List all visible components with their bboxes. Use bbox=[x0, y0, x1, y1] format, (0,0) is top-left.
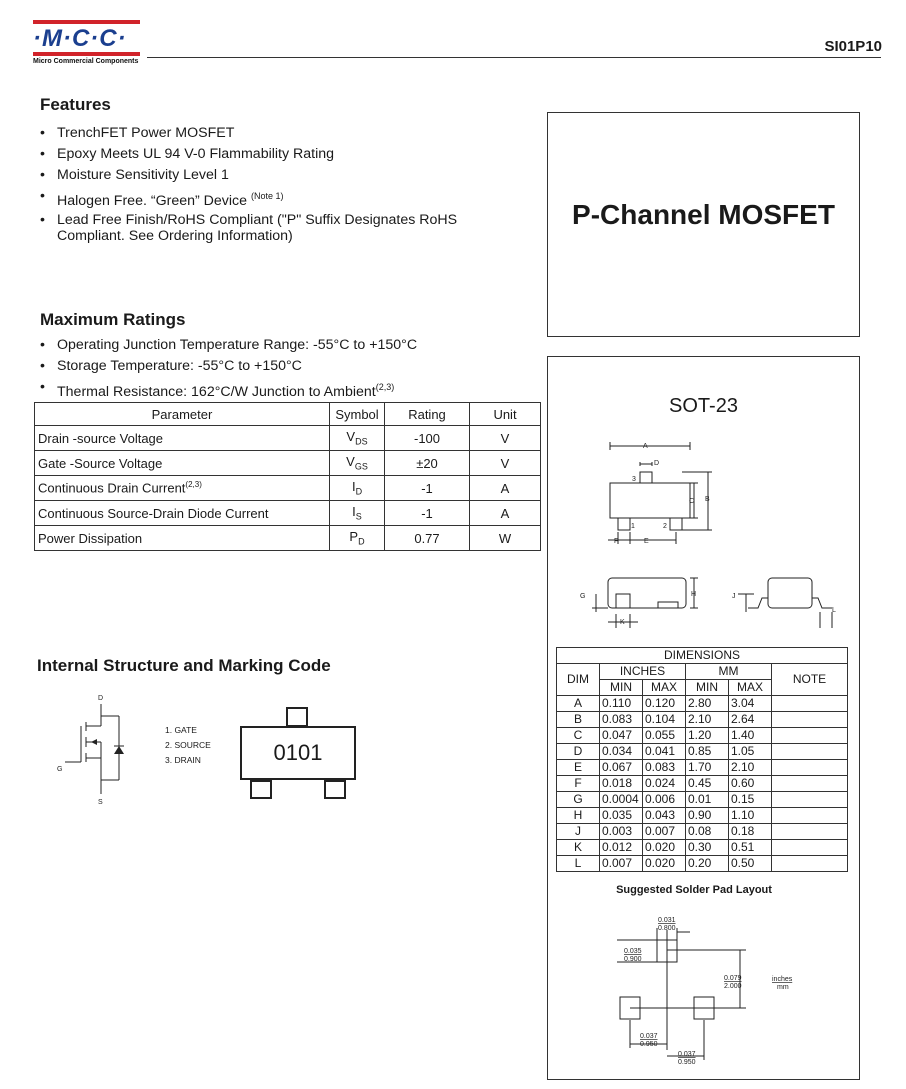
pad-dim-inch: 0.037 bbox=[640, 1033, 658, 1040]
unit-cell: W bbox=[470, 526, 541, 551]
table-row bbox=[557, 712, 848, 728]
mcc-logo bbox=[33, 20, 143, 68]
header-inches: INCHES bbox=[600, 664, 686, 680]
note-cell bbox=[772, 744, 848, 760]
mm-min-cell: 0.30 bbox=[686, 840, 729, 856]
note-reference: (2,3) bbox=[375, 382, 395, 392]
mm-min-cell: 0.01 bbox=[686, 792, 729, 808]
mm-min-cell: 2.10 bbox=[686, 712, 729, 728]
note-cell bbox=[772, 792, 848, 808]
mm-max-cell: 1.05 bbox=[729, 744, 772, 760]
part-number: SI01P10 bbox=[824, 38, 882, 55]
list-item bbox=[35, 186, 515, 212]
table-row bbox=[35, 451, 541, 476]
unit-cell: V bbox=[470, 451, 541, 476]
dim-cell: L bbox=[557, 856, 600, 872]
list-item bbox=[35, 165, 515, 186]
table-title-row bbox=[557, 648, 848, 664]
dim-label-d: D bbox=[654, 460, 660, 467]
symbol-cell bbox=[330, 501, 385, 526]
dim-label-j: J bbox=[732, 593, 736, 600]
table-row bbox=[557, 840, 848, 856]
inch-max-cell: 0.020 bbox=[643, 856, 686, 872]
mm-min-cell: 2.80 bbox=[686, 696, 729, 712]
symbol-letter: V bbox=[346, 429, 356, 445]
rating-text: Thermal Resistance: 162°C/W Junction to Ambient bbox=[57, 384, 376, 400]
symbol-subscript: DS bbox=[355, 436, 368, 447]
feature-text: Halogen Free. “Green” Device bbox=[57, 193, 248, 209]
list-item bbox=[35, 123, 515, 144]
header-rating: Rating bbox=[385, 403, 470, 426]
dim-cell: C bbox=[557, 728, 600, 744]
drain-pin-label: D bbox=[98, 695, 104, 702]
header-divider bbox=[147, 57, 881, 58]
feature-text: Moisture Sensitivity Level 1 bbox=[57, 167, 229, 183]
package-tab-bottom-right bbox=[324, 780, 346, 799]
table-row bbox=[557, 792, 848, 808]
inch-max-cell: 0.120 bbox=[643, 696, 686, 712]
symbol-letter: I bbox=[352, 504, 356, 520]
symbol-letter: I bbox=[351, 479, 356, 495]
pin-item: 3. DRAIN bbox=[165, 755, 201, 765]
inch-max-cell: 0.024 bbox=[643, 776, 686, 792]
dim-cell: H bbox=[557, 808, 600, 824]
table-row bbox=[557, 856, 848, 872]
dim-label-l: L bbox=[832, 607, 836, 614]
pad-dim-mm: 0.800 bbox=[658, 925, 676, 932]
mm-min-cell: 0.85 bbox=[686, 744, 729, 760]
internal-structure-title: Internal Structure and Marking Code bbox=[37, 656, 331, 675]
mm-max-cell: 2.64 bbox=[729, 712, 772, 728]
table-row bbox=[557, 728, 848, 744]
inch-min-cell: 0.003 bbox=[600, 824, 643, 840]
table-row bbox=[35, 476, 541, 501]
table-header-row bbox=[35, 403, 541, 426]
inch-max-cell: 0.104 bbox=[643, 712, 686, 728]
header-dim: DIM bbox=[557, 664, 600, 696]
dim-label-b: B bbox=[705, 496, 710, 503]
parameter-text: Continuous Drain Current bbox=[38, 480, 186, 496]
inch-min-cell: 0.110 bbox=[600, 696, 643, 712]
table-row bbox=[557, 744, 848, 760]
table-row bbox=[557, 696, 848, 712]
header-note: NOTE bbox=[772, 664, 848, 696]
pad-dim-mm: 0.950 bbox=[678, 1059, 696, 1066]
symbol-cell bbox=[330, 526, 385, 551]
mm-max-cell: 1.10 bbox=[729, 808, 772, 824]
sot23-end-view bbox=[728, 572, 843, 632]
unit-cell: V bbox=[470, 426, 541, 451]
mm-min-cell: 1.70 bbox=[686, 760, 729, 776]
dim-label-h: H bbox=[691, 591, 697, 598]
arrow-mark bbox=[91, 739, 97, 745]
mm-max-cell: 0.51 bbox=[729, 840, 772, 856]
symbol-cell bbox=[330, 476, 385, 501]
dimensions-table bbox=[556, 647, 848, 872]
pin1-label: 1 bbox=[631, 523, 635, 530]
logo-subtitle: Micro Commercial Components bbox=[33, 58, 139, 65]
symbol-letter: V bbox=[346, 454, 355, 470]
note-cell bbox=[772, 808, 848, 824]
max-ratings-list bbox=[35, 335, 535, 403]
dim-label-g: G bbox=[580, 593, 586, 600]
source-pin-label: S bbox=[98, 799, 103, 806]
note-cell bbox=[772, 760, 848, 776]
inch-min-cell: 0.035 bbox=[600, 808, 643, 824]
pad-dim-inch: 0.031 bbox=[658, 917, 676, 924]
units-inches: inches bbox=[772, 976, 793, 983]
sot23-top-view bbox=[588, 438, 718, 550]
pad-dim-inch: 0.035 bbox=[624, 948, 642, 955]
inch-max-cell: 0.007 bbox=[643, 824, 686, 840]
note-cell bbox=[772, 728, 848, 744]
note-cell bbox=[772, 712, 848, 728]
inch-max-cell: 0.041 bbox=[643, 744, 686, 760]
dimensions-body bbox=[557, 696, 848, 872]
inch-min-cell: 0.034 bbox=[600, 744, 643, 760]
mm-max-cell: 3.04 bbox=[729, 696, 772, 712]
list-item bbox=[35, 377, 535, 403]
rating-cell: -1 bbox=[385, 501, 470, 526]
dim-label-e: E bbox=[644, 538, 649, 545]
mm-max-cell: 0.50 bbox=[729, 856, 772, 872]
product-type-box bbox=[547, 112, 860, 337]
solder-pad-title: Suggested Solder Pad Layout bbox=[616, 884, 772, 896]
parameter-cell: Drain -source Voltage bbox=[35, 426, 330, 451]
package-tab-bottom-left bbox=[250, 780, 272, 799]
dim-cell: G bbox=[557, 792, 600, 808]
inch-min-cell: 0.018 bbox=[600, 776, 643, 792]
symbol-subscript: GS bbox=[354, 461, 368, 472]
logo-top-bar bbox=[33, 20, 140, 24]
note-cell bbox=[772, 776, 848, 792]
note-cell bbox=[772, 696, 848, 712]
package-name: SOT-23 bbox=[669, 395, 738, 417]
unit-cell: A bbox=[470, 476, 541, 501]
pad-dim-mm: 0.900 bbox=[624, 956, 642, 963]
feature-text: TrenchFET Power MOSFET bbox=[57, 125, 235, 141]
dim-cell: K bbox=[557, 840, 600, 856]
symbol-subscript: D bbox=[358, 536, 365, 547]
gate-pin-label: G bbox=[57, 766, 63, 773]
inch-min-cell: 0.067 bbox=[600, 760, 643, 776]
dim-cell: D bbox=[557, 744, 600, 760]
rating-cell: ±20 bbox=[385, 451, 470, 476]
pin-item: 2. SOURCE bbox=[165, 740, 211, 750]
table-row bbox=[35, 501, 541, 526]
dim-label-c: C bbox=[689, 498, 695, 505]
mm-max-cell: 1.40 bbox=[729, 728, 772, 744]
pad-dim-inch: 0.079 bbox=[724, 975, 742, 982]
list-item bbox=[35, 144, 515, 165]
symbol-cell bbox=[330, 426, 385, 451]
table-row bbox=[557, 808, 848, 824]
features-list bbox=[35, 123, 515, 244]
header-symbol: Symbol bbox=[330, 403, 385, 426]
mm-max-cell: 0.18 bbox=[729, 824, 772, 840]
logo-text: ·M·C·C· bbox=[33, 25, 127, 52]
mm-max-cell: 0.60 bbox=[729, 776, 772, 792]
dim-label-f: F bbox=[614, 538, 619, 545]
inch-max-cell: 0.020 bbox=[643, 840, 686, 856]
package-tab-top bbox=[286, 707, 308, 727]
inch-max-cell: 0.043 bbox=[643, 808, 686, 824]
diode-mark bbox=[114, 746, 124, 754]
feature-text: Epoxy Meets UL 94 V-0 Flammability Rating bbox=[57, 146, 335, 162]
mosfet-symbol bbox=[55, 690, 135, 810]
list-item bbox=[35, 356, 535, 377]
note-reference: (Note 1) bbox=[251, 191, 284, 201]
rating-text: Storage Temperature: -55°C to +150°C bbox=[57, 358, 302, 374]
table-header-row bbox=[557, 664, 848, 680]
pad-dim-mm: 0.950 bbox=[640, 1041, 658, 1048]
pin3-label: 3 bbox=[632, 476, 636, 483]
pin-list bbox=[165, 723, 211, 768]
note-cell bbox=[772, 840, 848, 856]
note-cell bbox=[772, 856, 848, 872]
mm-min-cell: 0.90 bbox=[686, 808, 729, 824]
max-ratings-title: Maximum Ratings bbox=[40, 310, 186, 329]
note-cell bbox=[772, 824, 848, 840]
rating-cell: -100 bbox=[385, 426, 470, 451]
pin-item: 1. GATE bbox=[165, 725, 197, 735]
pin2-label: 2 bbox=[663, 523, 667, 530]
pad-dim-inch: 0.037 bbox=[678, 1051, 696, 1058]
dim-cell: A bbox=[557, 696, 600, 712]
dimensions-title: DIMENSIONS bbox=[557, 648, 848, 664]
rating-text: Operating Junction Temperature Range: -55°C to +150°C bbox=[57, 337, 418, 353]
inch-max-cell: 0.006 bbox=[643, 792, 686, 808]
dim-label-a: A bbox=[643, 443, 648, 450]
inch-min-cell: 0.083 bbox=[600, 712, 643, 728]
header-min: MIN bbox=[686, 680, 729, 696]
rating-cell: 0.77 bbox=[385, 526, 470, 551]
parameter-cell: Continuous Source-Drain Diode Current bbox=[35, 501, 330, 526]
parameter-cell bbox=[35, 476, 330, 501]
table-row bbox=[35, 426, 541, 451]
symbol-letter: P bbox=[349, 529, 359, 545]
inch-min-cell: 0.0004 bbox=[600, 792, 643, 808]
header-parameter: Parameter bbox=[35, 403, 330, 426]
mm-max-cell: 2.10 bbox=[729, 760, 772, 776]
parameter-cell: Gate -Source Voltage bbox=[35, 451, 330, 476]
unit-cell: A bbox=[470, 501, 541, 526]
mm-min-cell: 0.20 bbox=[686, 856, 729, 872]
note-reference: (2,3) bbox=[185, 480, 202, 490]
header-max: MAX bbox=[729, 680, 772, 696]
header-max: MAX bbox=[643, 680, 686, 696]
inch-max-cell: 0.055 bbox=[643, 728, 686, 744]
list-item bbox=[35, 335, 535, 356]
dim-label-k: K bbox=[620, 619, 625, 626]
table-row bbox=[35, 526, 541, 551]
units-mm: mm bbox=[777, 984, 789, 991]
header-unit: Unit bbox=[470, 403, 541, 426]
dim-cell: E bbox=[557, 760, 600, 776]
max-ratings-table bbox=[34, 402, 541, 551]
list-item bbox=[35, 212, 515, 244]
symbol-cell bbox=[330, 451, 385, 476]
mm-min-cell: 0.45 bbox=[686, 776, 729, 792]
parameter-cell: Power Dissipation bbox=[35, 526, 330, 551]
table-row bbox=[557, 760, 848, 776]
feature-text: Lead Free Finish/RoHS Compliant ("P" Suffix Designates RoHS bbox=[57, 212, 458, 228]
solder-pad-diagram bbox=[610, 910, 810, 1070]
table-row bbox=[557, 776, 848, 792]
mm-min-cell: 1.20 bbox=[686, 728, 729, 744]
symbol-subscript: S bbox=[355, 511, 362, 522]
inch-min-cell: 0.007 bbox=[600, 856, 643, 872]
mm-max-cell: 0.15 bbox=[729, 792, 772, 808]
dim-cell: J bbox=[557, 824, 600, 840]
mm-min-cell: 0.08 bbox=[686, 824, 729, 840]
header-mm: MM bbox=[686, 664, 772, 680]
dim-cell: F bbox=[557, 776, 600, 792]
inch-min-cell: 0.047 bbox=[600, 728, 643, 744]
features-title: Features bbox=[40, 95, 111, 114]
pad-dim-mm: 2.000 bbox=[724, 983, 742, 990]
marking-code-box bbox=[240, 726, 356, 780]
dim-cell: B bbox=[557, 712, 600, 728]
rating-cell: -1 bbox=[385, 476, 470, 501]
logo-bottom-bar bbox=[33, 52, 140, 56]
marking-code: 0101 bbox=[273, 740, 323, 765]
symbol-subscript: D bbox=[355, 486, 363, 497]
feature-text: Compliant. See Ordering Information) bbox=[57, 228, 293, 244]
header-min: MIN bbox=[600, 680, 643, 696]
product-type: P-Channel MOSFET bbox=[572, 199, 835, 230]
table-row bbox=[557, 824, 848, 840]
inch-min-cell: 0.012 bbox=[600, 840, 643, 856]
inch-max-cell: 0.083 bbox=[643, 760, 686, 776]
sot23-side-view bbox=[578, 572, 708, 632]
